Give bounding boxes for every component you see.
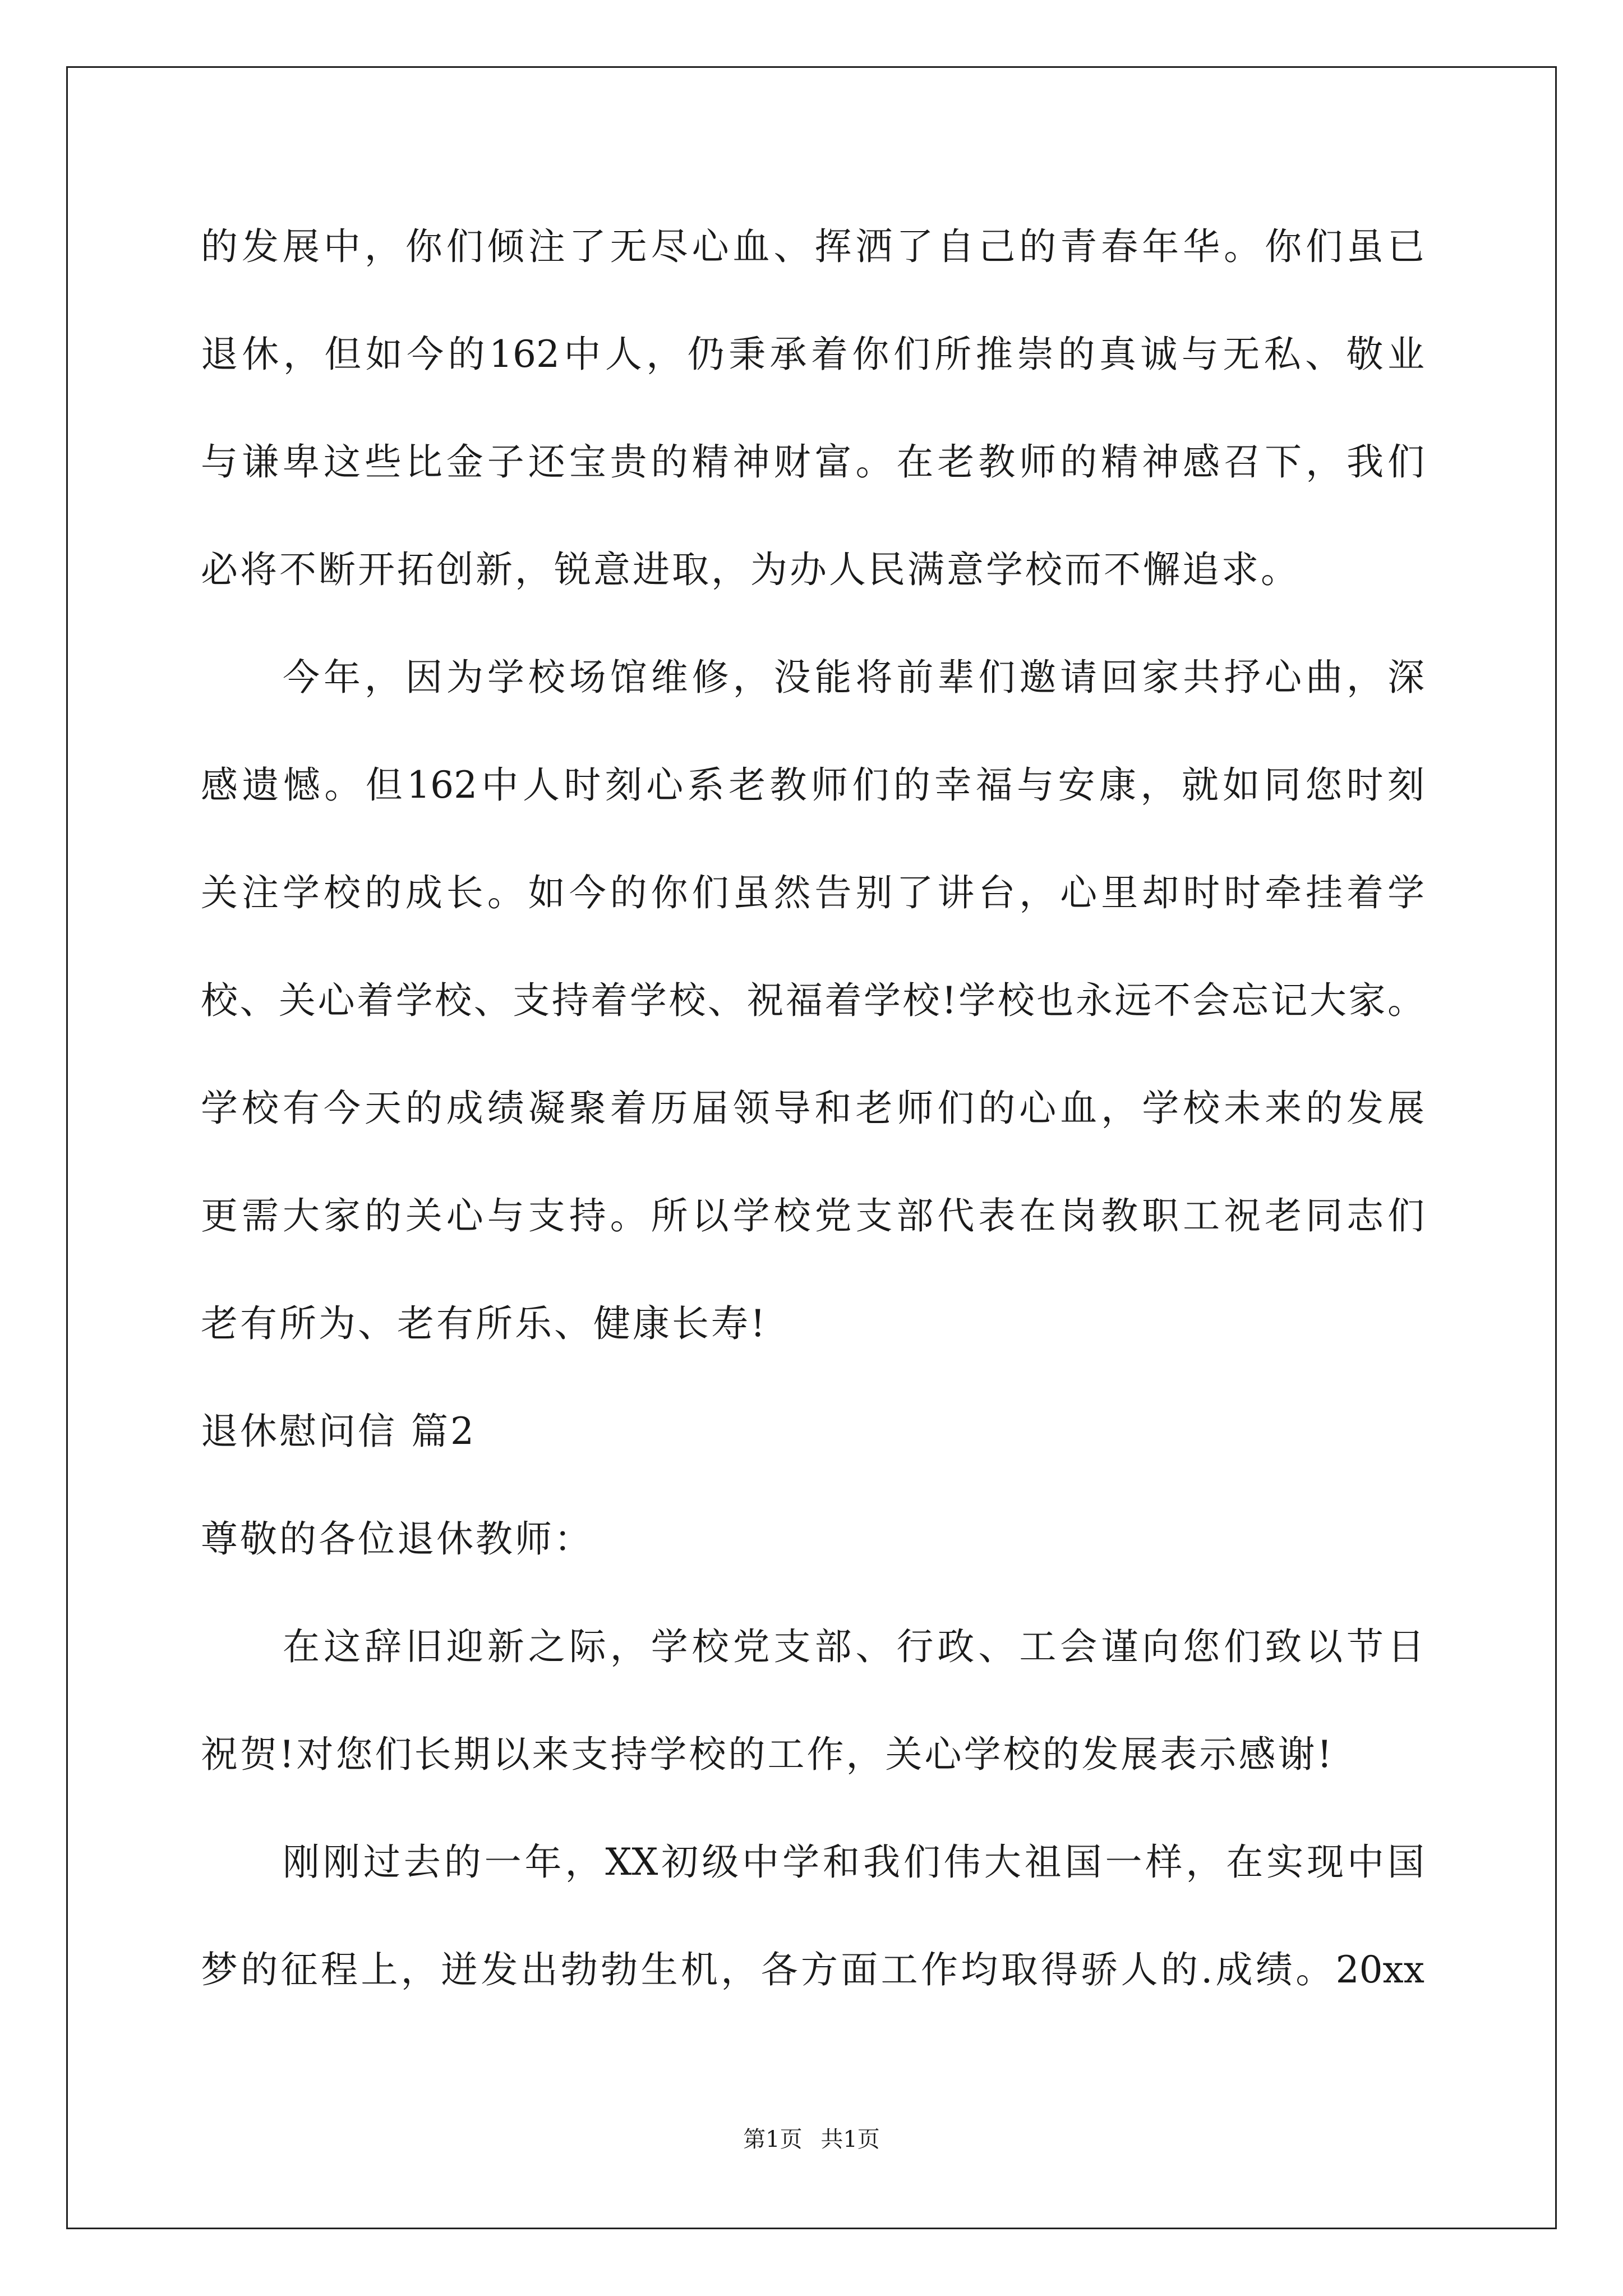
paragraph-line: 梦的征程上，迸发出勃勃生机，各方面工作均取得骄人的.成绩。20xx	[201, 1948, 1424, 1991]
paragraph-line: 必将不断开拓创新，锐意进取，为办人民满意学校而不懈追求。	[201, 548, 1300, 591]
section-title: 退休慰问信 篇2	[201, 1410, 476, 1453]
paragraph-line: 在这辞旧迎新之际，学校党支部、行政、工会谨向您们致以节日	[283, 1625, 1424, 1668]
paragraph-line: 校、关心着学校、支持着学校、祝福着学校!学校也永远不会忘记大家。	[201, 979, 1424, 1022]
page-border	[66, 66, 1557, 2229]
paragraph-line: 更需大家的关心与支持。所以学校党支部代表在岗教职工祝老同志们	[201, 1194, 1424, 1237]
paragraph-line: 与谦卑这些比金子还宝贵的精神财富。在老教师的精神感召下，我们	[201, 440, 1424, 484]
page-number: 第1页	[743, 2127, 803, 2152]
page-total: 共1页	[820, 2127, 880, 2152]
salutation: 尊敬的各位退休教师：	[201, 1517, 593, 1561]
page-footer	[0, 2126, 1623, 2153]
paragraph-line: 刚刚过去的一年，XX初级中学和我们伟大祖国一样，在实现中国	[283, 1841, 1424, 1884]
paragraph-line: 关注学校的成长。如今的你们虽然告别了讲台，心里却时时牵挂着学	[201, 871, 1424, 914]
paragraph-line: 祝贺!对您们长期以来支持学校的工作，关心学校的发展表示感谢!	[201, 1733, 1335, 1776]
paragraph-line: 老有所为、老有所乐、健康长寿!	[201, 1302, 768, 1345]
paragraph-line: 今年，因为学校场馆维修，没能将前辈们邀请回家共抒心曲，深	[283, 656, 1424, 699]
paragraph-line: 感遗憾。但162中人时刻心系老教师们的幸福与安康，就如同您时刻	[201, 763, 1424, 807]
paragraph-line: 退休，但如今的162中人，仍秉承着你们所推崇的真诚与无私、敬业	[201, 333, 1424, 376]
paragraph-line: 学校有今天的成绩凝聚着历届领导和老师们的心血，学校未来的发展	[201, 1087, 1424, 1130]
paragraph-line: 的发展中，你们倾注了无尽心血、挥洒了自己的青春年华。你们虽已	[201, 225, 1424, 268]
